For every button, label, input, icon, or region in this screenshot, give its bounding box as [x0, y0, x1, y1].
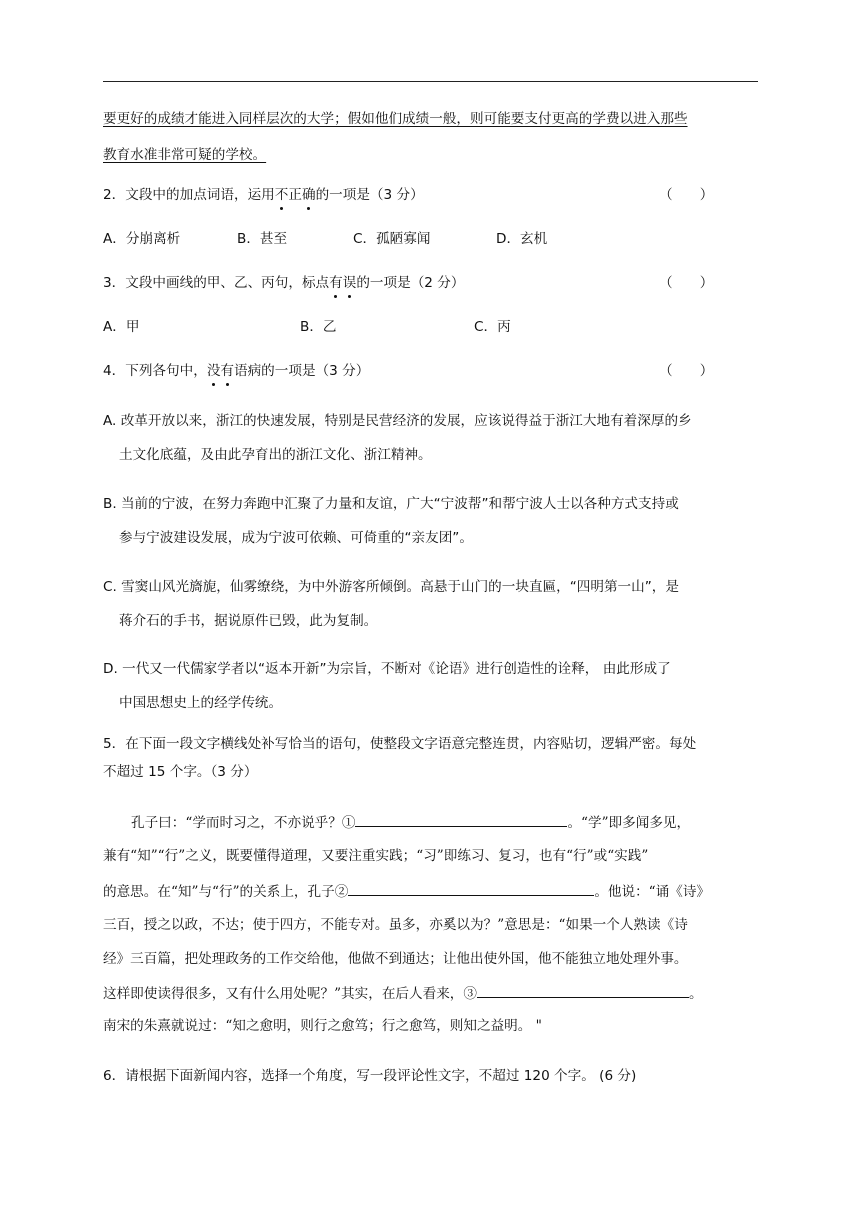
question-6-stem: 6．请根据下面新闻内容，选择一个角度，写一段评论性文字，不超过 120 个字。 (6 分) — [103, 1068, 637, 1084]
q2-option-c: C．孤陋寡闻 — [353, 231, 431, 247]
question-5-stem-line-1: 5．在下面一段文字横线处补写恰当的语句，使整段文字语意完整连贯，内容贴切，逻辑严密。每处 — [103, 736, 697, 752]
q2-stem-pre: 2．文段中的加点词语，运用 — [103, 187, 275, 203]
q4-answer-bracket: （ ） — [659, 363, 714, 379]
q5-passage-line-7: 南宋的朱熹就说过：“知之愈明，则行之愈笃；行之愈笃，则知之益明。 " — [103, 1018, 542, 1034]
q4-option-d-line-2: 中国思想史上的经学传统。 — [119, 695, 283, 711]
q2-answer-bracket: （ ） — [659, 187, 714, 203]
q4-option-c-line-1: C. 雪窦山风光旖旎，仙雾缭绕，为中外游客所倾倒。高悬于山门的一块直匾，“四明第一山”，是 — [103, 579, 679, 595]
q4-option-c-line-2: 蒋介石的手书，据说原件已毁，此为复制。 — [119, 613, 378, 629]
q3-option-c: C．丙 — [474, 319, 511, 335]
passage-line-1: 要更好的成绩才能进入同样层次的大学；假如他们成绩一般，则可能要支付更高的学费以进入那些 — [103, 111, 688, 127]
q4-option-a-line-1: A. 改革开放以来，浙江的快速发展，特别是民营经济的发展，应该说得益于浙江大地有着深厚的乡 — [103, 413, 692, 429]
q3-option-a: A．甲 — [103, 319, 140, 335]
q5-blank-2[interactable] — [348, 881, 594, 896]
q5-passage-1a: 孔子曰：“学而时习之，不亦说乎？① — [131, 815, 356, 831]
q5-passage-line-1 — [131, 812, 690, 833]
q5-passage-line-5: 经》三百篇，把处理政务的工作交给他，他做不到通达；让他出使外国，他不能独立地处理外事。 — [103, 951, 688, 967]
q5-passage-1b: 。“学”即多闻多见， — [567, 815, 691, 831]
passage-line-2: 教育水准非常可疑的学校。 — [103, 147, 267, 163]
q4-option-a-line-2: 土文化底蕴，及由此孕育出的浙江文化、浙江精神。 — [119, 447, 432, 463]
q5-passage-3a: 的意思。在“知”与“行”的关系上，孔子② — [103, 884, 349, 900]
question-2-stem — [103, 185, 424, 205]
q5-passage-line-3 — [103, 881, 710, 902]
q2-stem-mid: 正 — [288, 187, 302, 203]
q2-option-d: D．玄机 — [496, 231, 548, 247]
question-5-stem-line-2: 不超过 15 个字。（3 分） — [103, 764, 258, 780]
q5-passage-6a: 这样即使读得很多，又有什么用处呢？”其实，在后人看来，③ — [103, 986, 477, 1002]
q4-dotted-char-2: 有 — [220, 363, 234, 379]
q5-passage-3b: 。他说：“诵《诗》 — [594, 884, 711, 900]
header-rule — [103, 81, 758, 82]
q5-passage-line-6 — [103, 983, 703, 1004]
q5-passage-line-2: 兼有“知”“行”之义，既要懂得道理，又要注重实践；“习”即练习、复习，也有“行”或“实践” — [103, 848, 649, 864]
q3-stem-post: 的一项是（2 分） — [356, 275, 465, 291]
q4-stem-pre: 4．下列各句中， — [103, 363, 207, 379]
q4-option-b-line-2: 参与宁波建设发展，成为宁波可依赖、可倚重的“亲友团”。 — [119, 530, 473, 546]
q3-option-b: B．乙 — [300, 319, 337, 335]
q5-blank-1[interactable] — [355, 812, 567, 827]
q2-stem-post: 的一项是（3 分） — [315, 187, 424, 203]
q3-dotted-char-2: 误 — [342, 275, 357, 291]
q5-passage-6b: 。 — [688, 986, 703, 1002]
q2-dotted-char-1: 不 — [274, 187, 289, 203]
q4-option-d-line-1: D. 一代又一代儒家学者以“返本开新”为宗旨，不断对《论语》进行创造性的诠释， 由此形成了 — [103, 661, 671, 677]
q3-answer-bracket: （ ） — [659, 275, 714, 291]
q2-option-b: B．甚至 — [237, 231, 288, 247]
q4-stem-post: 语病的一项是（3 分） — [234, 363, 370, 379]
q2-dotted-char-2: 确 — [301, 187, 316, 203]
q3-stem-pre: 3．文段中画线的甲、乙、丙句，标点 — [103, 275, 330, 291]
question-3-stem — [103, 273, 464, 293]
q4-dotted-char-1: 没 — [206, 363, 221, 379]
q4-option-b-line-1: B. 当前的宁波，在努力奔跑中汇聚了力量和友谊，广大“宁波帮”和帮宁波人士以各种方式支持或 — [103, 496, 679, 512]
question-4-stem — [103, 361, 369, 381]
q5-passage-line-4: 三百，授之以政，不达；使于四方，不能专对。虽多，亦奚以为？”意思是：“如果一个人熟读《诗 — [103, 917, 688, 933]
q3-dotted-char-1: 有 — [329, 275, 343, 291]
q5-blank-3[interactable] — [477, 983, 689, 998]
q2-option-a: A．分崩离析 — [103, 231, 181, 247]
